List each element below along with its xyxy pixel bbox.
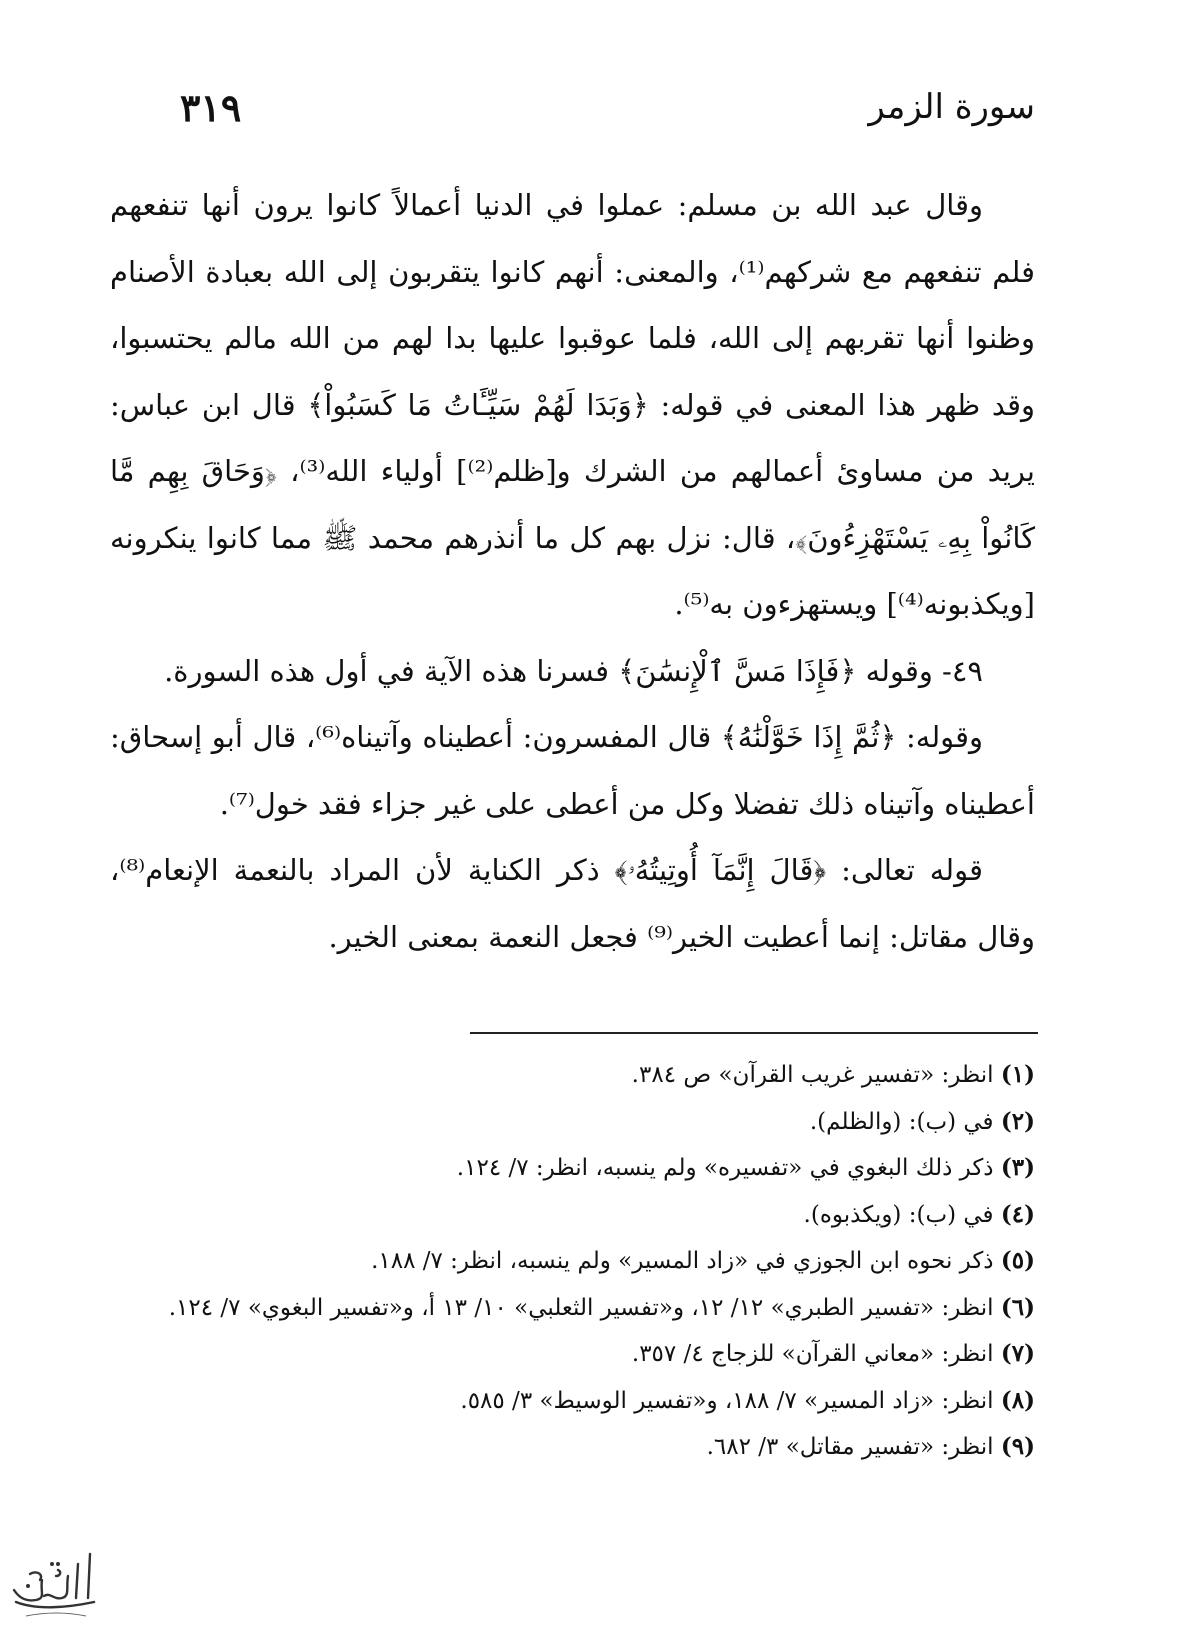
paragraph-1: وقال عبد الله بن مسلم: عملوا في الدنيا أعمالاً كانوا يرون أنها تنفعهم فلم تنفعهم مع شركهم⁽¹⁾، والمعنى: أنهم كانوا يتقربون إلى الله بعبادة الأصنام وظنوا أنها تقربهم إلى الله، فلما عوقبوا عليها بدا لهم من الله مالم يحتسبوا، وقد ظهر هذا المعنى في قوله: ﴿وَبَدَا لَهُمْ سَيِّـَٔاتُ مَا كَسَبُواْ﴾ قال ابن عباس: يريد من مساوئ أعمالهم من الشرك و[ظلم⁽²⁾] أولياء الله⁽³⁾، ﴿وَحَاقَ بِهِم مَّا كَانُواْ بِهِۦ يَسْتَهْزِءُونَ﴾، قال: نزل بهم كل ما أنذرهم محمد ﷺ مما كانوا ينكرونه [ويكذبونه⁽⁴⁾] ويستهزءون به⁽⁵⁾. [110, 188, 1036, 621]
surah-title: سورة الزمر [868, 87, 1035, 127]
footnote-text: في (ب): (ويكذبوه). [803, 1201, 994, 1228]
footnote-text: انظر: «تفسير الطبري» ١٢/ ١٢، و«تفسير الثعلبي» ١٠/ ١٣ أ، و«تفسير البغوي» ٧/ ١٢٤. [168, 1294, 994, 1321]
footnote-item [110, 1192, 1035, 1239]
footnote-item [110, 1285, 1035, 1332]
footnote-text: ذكر نحوه ابن الجوزي في «زاد المسير» ولم ينسبه، انظر: ٧/ ١٨٨. [371, 1248, 994, 1274]
footnote-number: (٨) [1000, 1386, 1035, 1414]
footnote-item [110, 1145, 1035, 1192]
footnote-item [110, 1424, 1035, 1471]
footnote-number: (٣) [1000, 1154, 1035, 1181]
footnote-number: (٢) [1000, 1107, 1035, 1135]
footnote-number: (٦) [1000, 1293, 1035, 1321]
footnote-number: (٧) [1000, 1340, 1035, 1367]
footnote-item [110, 1238, 1035, 1285]
footnote-text: في (ب): (والظلم). [809, 1108, 994, 1135]
footnote-text: ذكر ذلك البغوي في «تفسيره» ولم ينسبه، انظر: ٧/ ١٢٤. [456, 1155, 994, 1181]
calligraphy-logo-icon [6, 1540, 101, 1625]
footnote-item [110, 1052, 1035, 1099]
footnote-item [110, 1099, 1035, 1146]
footnotes-section [110, 1052, 1035, 1471]
paragraph-4: قوله تعالى: ﴿قَالَ إِنَّمَآ أُوتِيتُهُۥ﴾ ذكر الكناية لأن المراد بالنعمة الإنعام⁽⁸⁾، وقال مقاتل: إنما أعطيت الخير⁽⁹⁾ فجعل النعمة بمعنى الخير. [110, 853, 1035, 954]
footnote-number: (٩) [1000, 1433, 1035, 1460]
footnote-text: انظر: «تفسير غريب القرآن» ص ٣٨٤. [631, 1062, 994, 1088]
footnote-number: (٤) [1000, 1200, 1035, 1228]
main-body-text [110, 172, 1035, 970]
footnote-text: انظر: «تفسير مقاتل» ٣/ ٦٨٢. [706, 1434, 994, 1460]
paragraph-3: وقوله: ﴿ثُمَّ إِذَا خَوَّلْنَٰهُ﴾ قال المفسرون: أعطيناه وآتيناه⁽⁶⁾، قال أبو إسحاق: أعطيناه وآتيناه ذلك تفضلا وكل من أعطى على غير جزاء فقد خول⁽⁷⁾. [110, 720, 1035, 821]
footnote-item [110, 1378, 1035, 1425]
footnote-separator [470, 1032, 1038, 1034]
footnote-number: (٥) [1000, 1247, 1035, 1274]
paragraph-2: ٤٩- وقوله ﴿فَإِذَا مَسَّ ٱلْإِنسَٰنَ﴾ فسرنا هذه الآية في أول هذه السورة. [164, 653, 983, 688]
page-header [180, 72, 1035, 142]
footnote-item [110, 1331, 1035, 1378]
page-number: ٣١٩ [180, 84, 242, 130]
footnote-text: انظر: «معاني القرآن» للزجاج ٤/ ٣٥٧. [631, 1341, 994, 1367]
footnote-text: انظر: «زاد المسير» ٧/ ١٨٨، و«تفسير الوسيط» ٣/ ٥٨٥. [460, 1387, 994, 1414]
footnote-number: (١) [1000, 1061, 1035, 1088]
